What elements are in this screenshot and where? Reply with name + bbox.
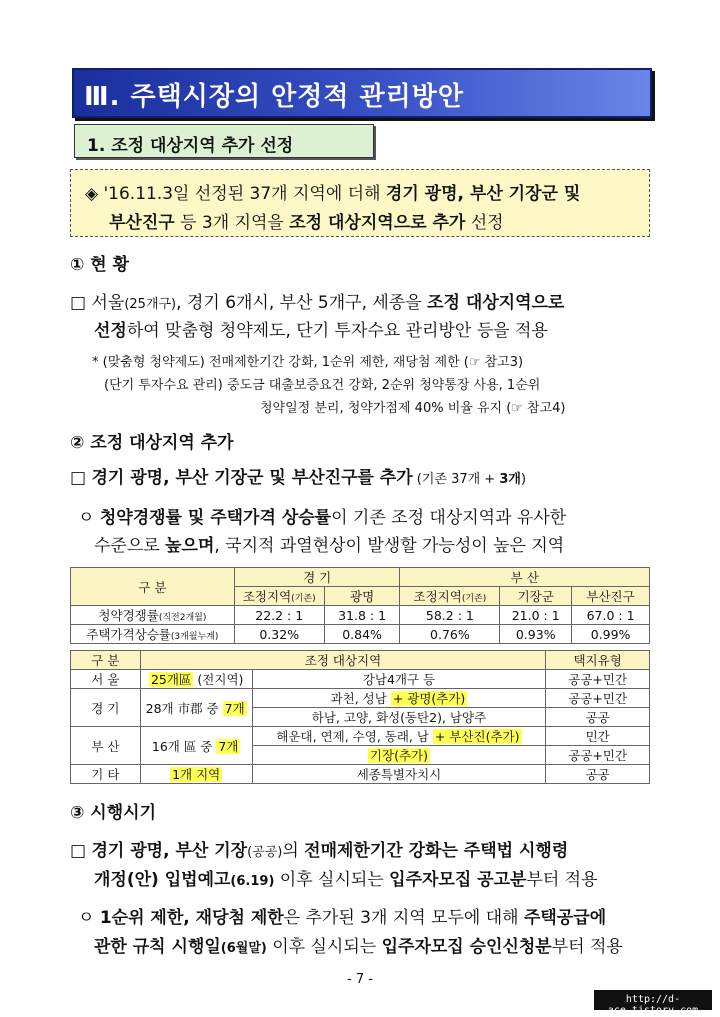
text: 과천, 성남: [330, 691, 391, 706]
note-line-1: * (맞춤형 청약제도) 전매제한기간 강화, 1순위 제한, 재당첨 제한 (☞ 참고3): [92, 355, 524, 370]
highlight-text: 1개 지역: [172, 767, 221, 782]
table-cell: 0.93%: [500, 625, 572, 644]
text: 조정지역: [242, 589, 292, 604]
text: ): [520, 472, 527, 487]
text: , 국지적 과열현상이 발생할 가능성이 높은 지역: [214, 536, 565, 556]
text: 청약경쟁률: [98, 608, 159, 623]
table-cell: [252, 689, 546, 708]
text: (전지역): [193, 672, 244, 687]
text: 이후 실시되는: [274, 870, 390, 890]
text: 28개 市郡 중: [145, 700, 223, 716]
table-cell: 강남4개구 등: [252, 670, 546, 689]
chapter-title: Ⅲ. 주택시장의 안정적 관리방안: [84, 82, 465, 112]
timing-sub-line-2: [94, 932, 623, 957]
text: 이후 실시되는: [266, 937, 382, 957]
highlight-text: 기장(추가): [369, 748, 428, 763]
table-cell: [252, 727, 546, 746]
comparison-table: [70, 567, 650, 644]
table-row: [71, 765, 650, 784]
highlight-text: + 부산진(추가): [434, 729, 520, 744]
table-row: [71, 727, 650, 746]
table-cell: [140, 727, 252, 765]
table-cell: [252, 746, 546, 765]
text: 의: [282, 841, 305, 861]
row-label: [71, 606, 235, 625]
table-header-division: 구 분: [71, 651, 141, 670]
table-cell: 31.8 : 1: [324, 606, 400, 625]
highlight-text: + 광명(추가): [392, 691, 466, 706]
section-heading-status: ① 현 황: [70, 255, 130, 275]
section-title-box: [74, 124, 374, 158]
square-bullet-icon: □: [70, 468, 87, 488]
summary-text: 선정: [465, 213, 504, 233]
text: (기존): [461, 594, 487, 604]
text: 서울: [91, 293, 125, 313]
table-cell: 0.76%: [400, 625, 500, 644]
table-cell: 0.32%: [234, 625, 324, 644]
table-header-division: 구 분: [71, 568, 235, 606]
text: 하여 맞춤형 청약제도, 단기 투자수요 관리방안 등을 적용: [126, 321, 548, 341]
note-line-2: (단기 투자수요 관리) 중도금 대출보증요건 강화, 2순위 청약통장 사용, 1순위: [104, 378, 541, 393]
bold-text: 높으며: [165, 536, 215, 556]
table-cell: 0.84%: [324, 625, 400, 644]
highlight-text: 7개: [218, 738, 239, 754]
section-heading-timing: ③ 시행시기: [70, 803, 156, 823]
table-cell: 공공: [546, 708, 650, 727]
timing-sub-line-1: [78, 903, 606, 928]
table-row: [71, 606, 650, 625]
text: 부터 적용: [551, 937, 623, 957]
bold-text: 관한 규칙 시행일: [94, 937, 221, 957]
circle-bullet-icon: ㅇ: [78, 908, 95, 928]
diamond-bullet-icon: ◈: [85, 184, 99, 204]
row-label: [71, 625, 235, 644]
table-cell: 민간: [546, 727, 650, 746]
bold-text: 입주자모집 승인신청분: [381, 937, 552, 957]
reason-line-1: [78, 503, 566, 528]
text: 해운대, 연제, 수영, 동래, 남: [276, 729, 433, 744]
bold-text: 입주자모집 공고분: [389, 870, 527, 890]
summary-bold-text: 부산진구: [109, 213, 175, 233]
table-header-busan: 부 산: [400, 568, 650, 587]
bold-text: 1순위 제한, 재당첨 제한: [99, 908, 284, 928]
text: (직전2개월): [158, 613, 207, 623]
table-row: [71, 689, 650, 708]
bold-text: 주택공급에: [524, 908, 607, 928]
text: 은 추가된 3개 지역 모두에 대해: [283, 908, 524, 928]
bold-text: 개정(안) 입법예고: [94, 870, 231, 890]
text: 부터 적용: [526, 870, 598, 890]
circle-bullet-icon: ㅇ: [78, 508, 95, 528]
table-cell: 공공+민간: [546, 689, 650, 708]
table-subheader: 부산진구: [572, 587, 650, 606]
table-header-gyeonggi: 경 기: [234, 568, 400, 587]
bold-text: 경기 광명, 부산 기장군 및 부산진구를 추가: [91, 468, 413, 488]
bold-text: 3개: [499, 472, 521, 487]
timing-line-1: [70, 836, 568, 861]
table-cell: [140, 689, 252, 727]
reason-line-2: [94, 531, 564, 556]
table-cell: 공공+민간: [546, 670, 650, 689]
text: 조정지역: [413, 589, 462, 604]
bold-text: 경기 광명, 부산 기장: [91, 841, 248, 861]
summary-bold-text: 조정 대상지역으로 추가: [289, 213, 466, 233]
table-cell: 58.2 : 1: [400, 606, 500, 625]
summary-text: 등 3개 지역을: [174, 213, 290, 233]
table-row: [71, 670, 650, 689]
highlight-text: 25개區: [150, 672, 192, 687]
bold-text: 조정 대상지역으로: [427, 293, 565, 313]
page-number: - 7 -: [347, 972, 373, 987]
text: (3개월누계): [170, 632, 219, 642]
text: , 경기 6개시, 부산 5개구, 세종을: [176, 293, 428, 313]
row-label: 기 타: [71, 765, 141, 784]
bold-text: 선정: [94, 321, 127, 341]
watermark-url: http://d-ace.tistory.com: [594, 990, 712, 1010]
table-cell: 세종특별자치시: [252, 765, 546, 784]
text: (25개구): [124, 297, 177, 312]
status-paragraph-line-2: [94, 316, 548, 341]
table-cell: [140, 670, 252, 689]
table-header-area: 조정 대상지역: [140, 651, 546, 670]
table-cell: 공공: [546, 765, 650, 784]
table-header-type: 택지유형: [546, 651, 650, 670]
timing-line-2: [94, 865, 598, 890]
table-cell: 0.99%: [572, 625, 650, 644]
adjustment-areas-table: [70, 650, 650, 784]
text: (공공): [247, 845, 283, 860]
text: 주택가격상승률: [86, 627, 171, 642]
additional-areas-line: [70, 463, 526, 488]
table-subheader: 기장군: [500, 587, 572, 606]
highlight-text: 7개: [224, 700, 245, 716]
summary-bold-text: 경기 광명, 부산 기장군 및: [385, 184, 581, 204]
bold-text: (6월말): [220, 941, 267, 956]
table-subheader: [234, 587, 324, 606]
text: 이 기존 조정 대상지역과 유사한: [331, 508, 567, 528]
table-subheader: 광명: [324, 587, 400, 606]
bold-text: 청약경쟁률 및 주택가격 상승률: [99, 508, 332, 528]
table-cell: 공공+민간: [546, 746, 650, 765]
bold-text: (6.19): [230, 874, 275, 889]
section-title: 1. 조정 대상지역 추가 선정: [87, 136, 294, 156]
square-bullet-icon: □: [70, 293, 87, 313]
section-heading-additional-areas: ② 조정 대상지역 추가: [70, 433, 234, 453]
square-bullet-icon: □: [70, 841, 87, 861]
table-cell: [140, 765, 252, 784]
summary-line-2: [109, 208, 504, 233]
table-cell: 67.0 : 1: [572, 606, 650, 625]
row-label: 부 산: [71, 727, 141, 765]
table-cell: 하남, 고양, 화성(동탄2), 남양주: [252, 708, 546, 727]
summary-text: '16.11.3일 선정된 37개 지역에 더해: [103, 184, 386, 204]
row-label: 서 울: [71, 670, 141, 689]
chapter-title-banner: [72, 68, 652, 118]
summary-line-1: [85, 179, 580, 204]
row-label: 경 기: [71, 689, 141, 727]
status-paragraph-line-1: [70, 288, 564, 313]
note-line-3: 청약일정 분리, 청약가점제 40% 비율 유지 (☞ 참고4): [260, 401, 566, 416]
table-cell: 21.0 : 1: [500, 606, 572, 625]
bold-text: 전매제한기간 강화는 주택법 시행령: [304, 841, 569, 861]
table-row: [71, 625, 650, 644]
table-subheader: [400, 587, 500, 606]
text: 수준으로: [94, 536, 166, 556]
text: (기존 37개 +: [412, 472, 500, 487]
text: 16개 區 중: [151, 738, 217, 754]
table-cell: 22.2 : 1: [234, 606, 324, 625]
summary-box: [70, 169, 650, 237]
text: (기존): [291, 594, 316, 604]
